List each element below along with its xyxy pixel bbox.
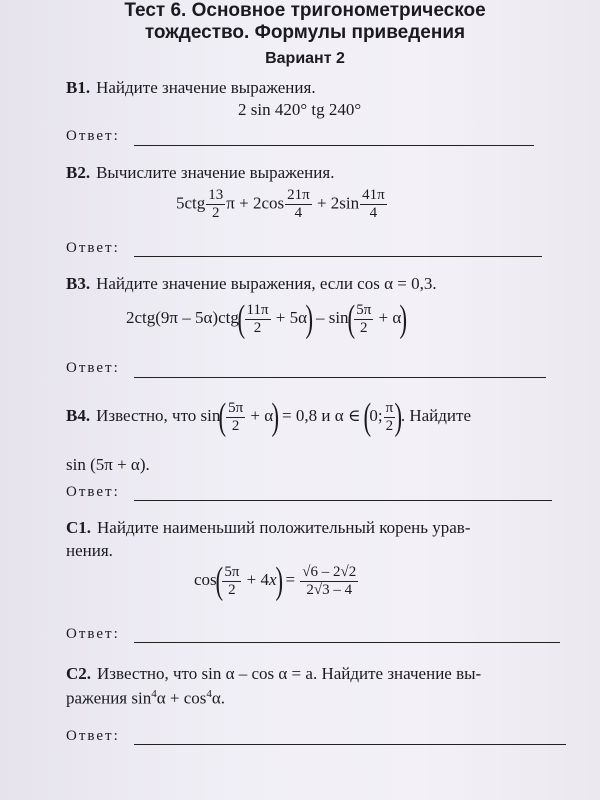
task-b1-label: В1. [66, 78, 91, 97]
task-b3-formula: 2ctg(9π – 5α)ctg( $\frac{11\pi}{2}$ + 5α) – sin( $\frac{5\pi}{2}$ + α) [126, 298, 408, 340]
task-b4-label: В4. [66, 405, 91, 425]
task-c2-line-2-part-b: α + cos [156, 688, 207, 708]
task-b2 [66, 163, 334, 183]
answer-label-b4: Ответ: [66, 484, 120, 500]
task-b2-formula: 5ctg $\frac{13}{2}$ π + 2cos $\frac{21\pi}{4}$ + 2sin $\frac{41\pi}{4}$ [176, 187, 385, 221]
variant-label: Вариант 2 [265, 50, 345, 67]
task-b2-label: В2. [66, 163, 91, 182]
task-c1 [66, 518, 470, 538]
answer-label-b1: Ответ: [66, 128, 120, 144]
task-b4-text-before: Известно, что sin [96, 405, 221, 425]
answer-line-c2[interactable] [134, 744, 566, 745]
task-c2-line-2-part-a: ражения sin [66, 688, 152, 708]
task-b4-text-after: . Найдите [400, 405, 472, 425]
task-b3-label: В3. [66, 274, 91, 293]
title-line-2: тождество. Формулы приведения [144, 22, 466, 43]
answer-line-b2[interactable] [134, 256, 542, 257]
answer-label-b3: Ответ: [66, 360, 120, 376]
answer-line-b4[interactable] [134, 500, 552, 501]
answer-line-c1[interactable] [134, 642, 560, 643]
task-c2-line-1: Известно, что sin α – cos α = a. Найдите значение вы- [97, 664, 482, 683]
task-c1-formula: cos( $\frac{5\pi}{2}$ + 4x) = $\frac{√6 - 2√2}{2√3 - 4}$ [194, 560, 357, 602]
task-c2-line-2: ражения $\sin^4\alpha + \cos^4\alpha$. [66, 688, 226, 708]
task-c2 [66, 664, 481, 684]
task-b2-text: Вычислите значение выражения. [96, 163, 335, 182]
task-c2-label: С2. [66, 664, 92, 683]
title-line-1: Тест 6. Основное тригонометрическое [124, 0, 486, 21]
task-c1-line-1: Найдите наименьший положительный корень урав- [97, 518, 471, 537]
task-c1-line-2: нения. [66, 541, 113, 560]
answer-label-c1: Ответ: [66, 626, 120, 642]
task-b1-text: Найдите значение выражения. [96, 78, 316, 97]
answer-label-c2: Ответ: [66, 728, 120, 744]
task-b4: В4. Известно, что sin( $\frac{5\pi}{2}$ + α) = 0,8 и α ∈ (0; $\frac{\pi}{2}$ ). Найдите [66, 396, 472, 438]
task-b3-text: Найдите значение выражения, если cos α = 0,3. [96, 274, 437, 293]
task-b3 [66, 274, 437, 294]
task-b4-text-mid: = 0,8 и α ∈ [282, 405, 361, 425]
answer-line-b1[interactable] [134, 145, 534, 146]
task-c1-label: С1. [66, 518, 92, 537]
task-b1-formula: 2 sin 420° tg 240° [238, 100, 362, 119]
task-b4-line-2: sin (5π + α). [66, 455, 150, 474]
task-c2-line-2-part-c: α. [211, 688, 226, 708]
answer-line-b3[interactable] [134, 377, 546, 378]
answer-label-b2: Ответ: [66, 240, 120, 256]
task-b1 [66, 78, 316, 98]
